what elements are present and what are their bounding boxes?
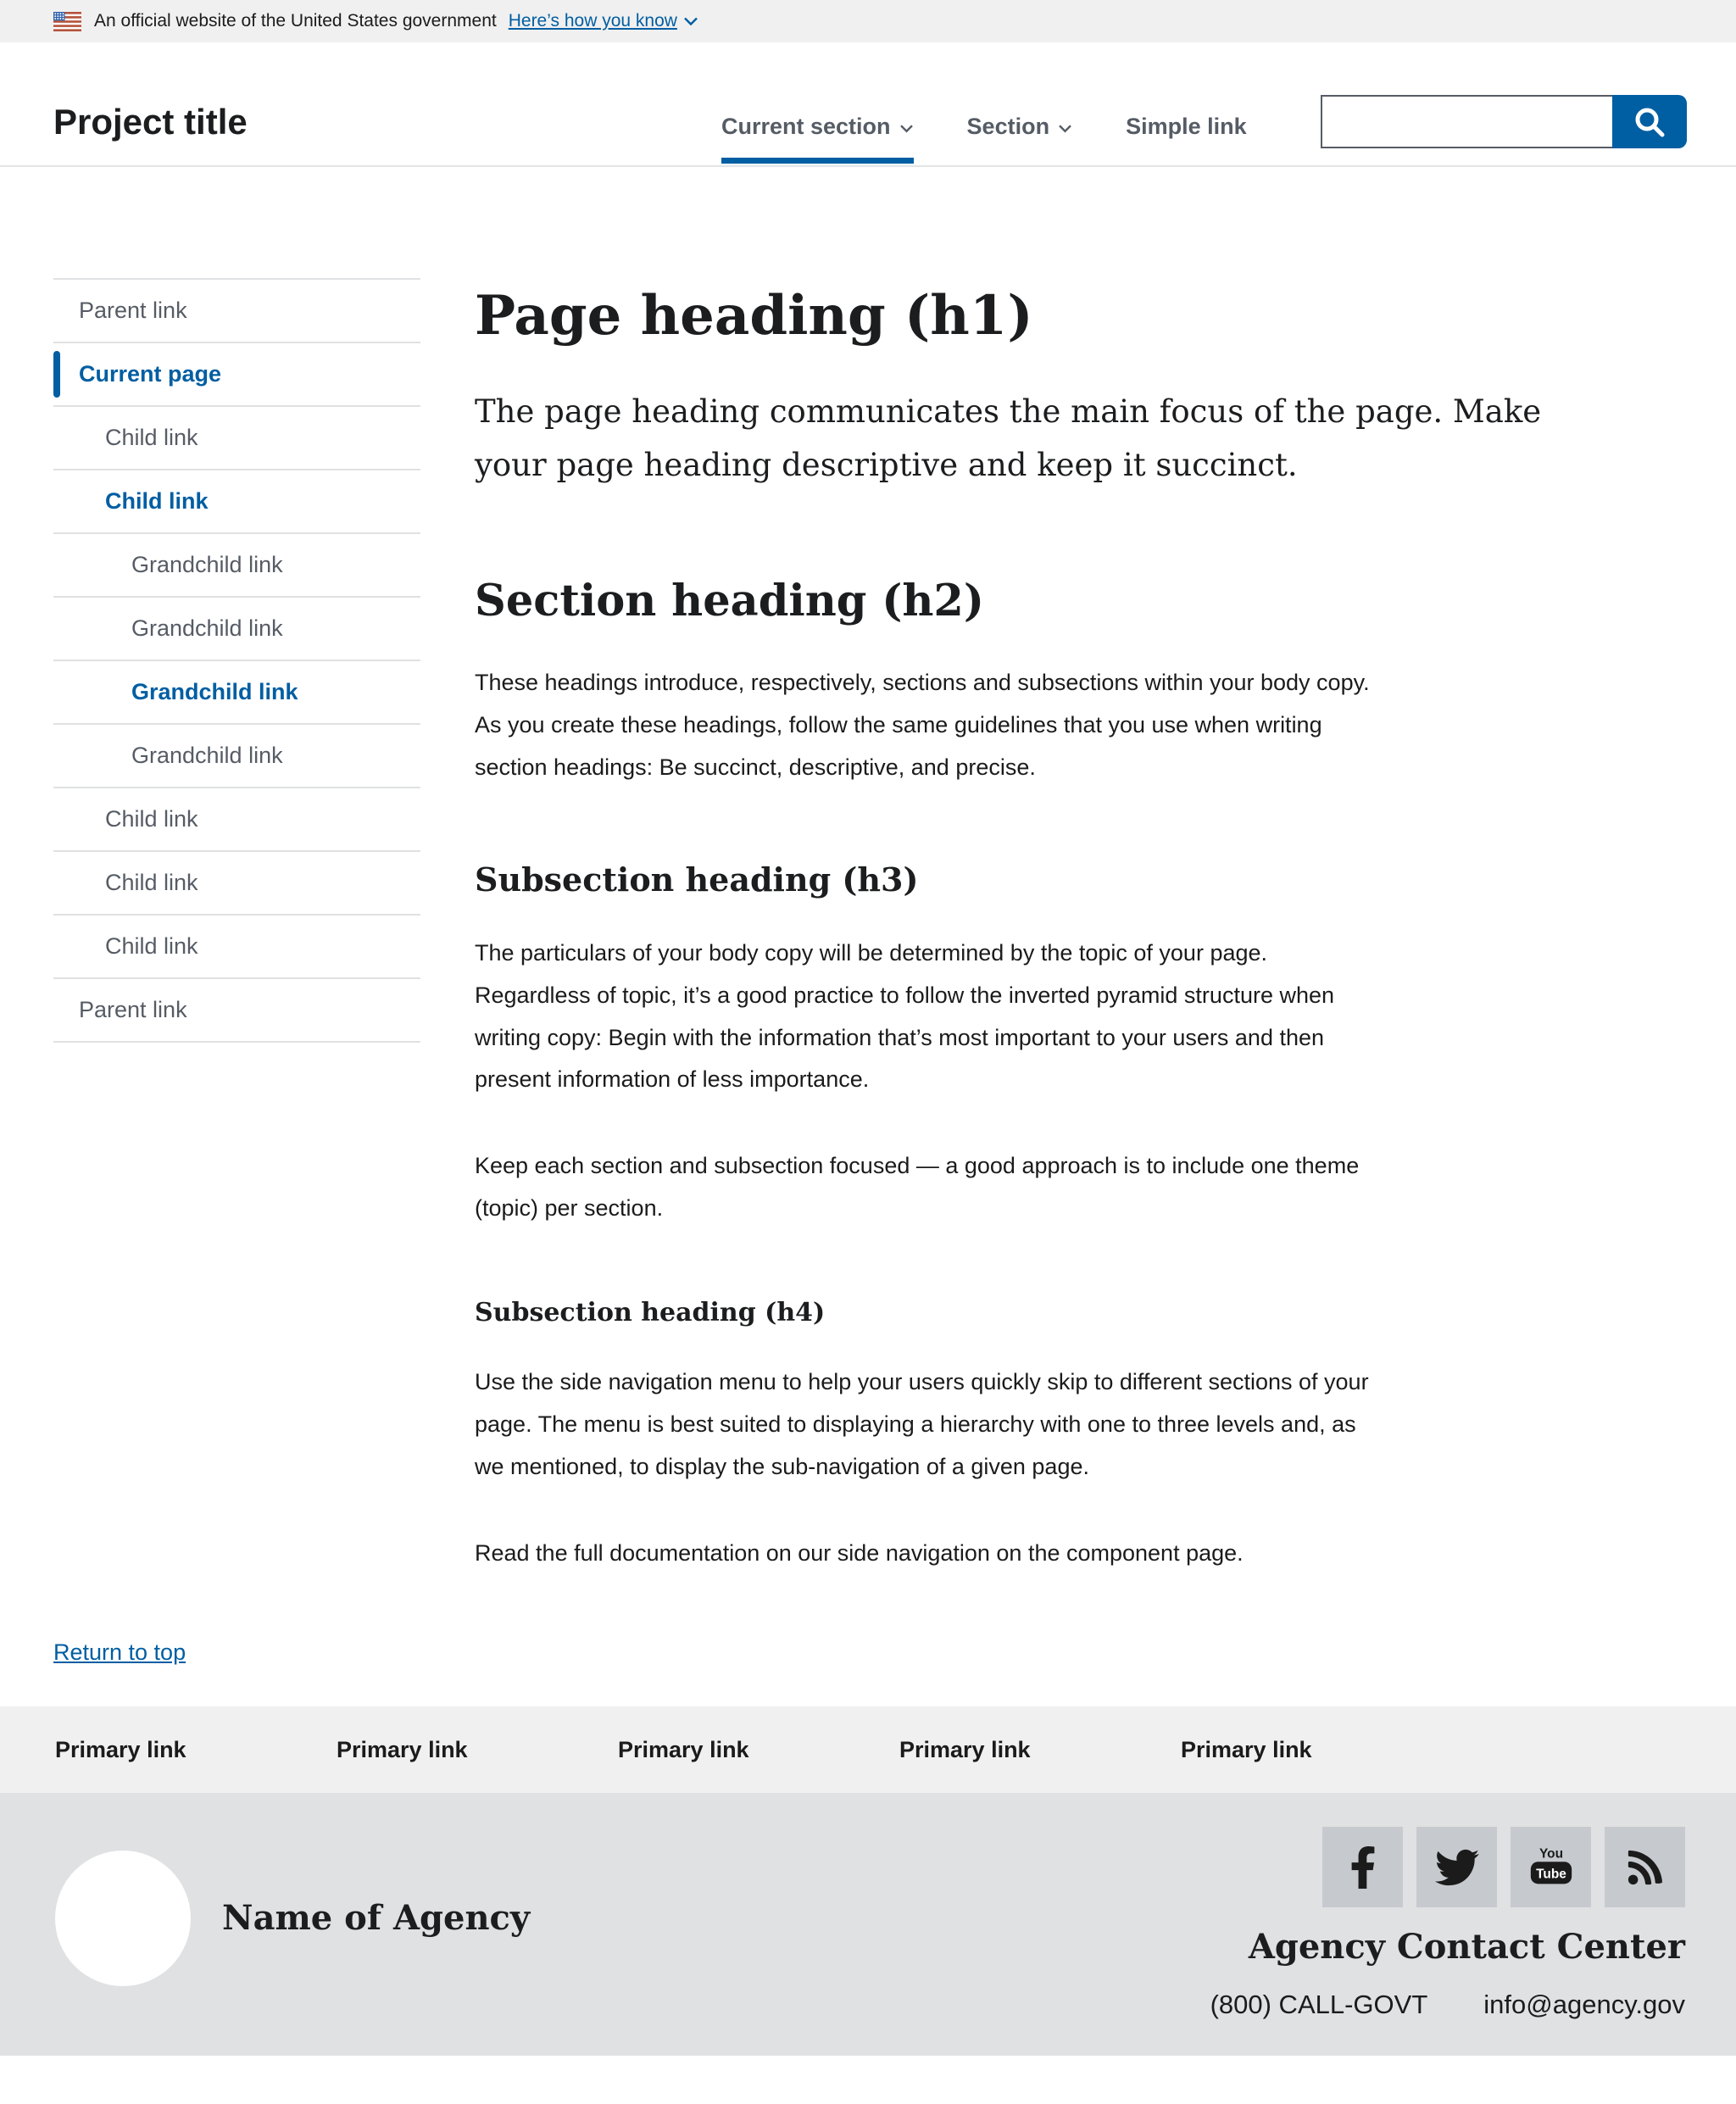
content-area [0, 278, 1736, 1575]
sidenav-child-link[interactable]: Child link [53, 405, 420, 469]
chevron-down-icon [683, 15, 698, 27]
sidenav-child-link[interactable]: Child link [53, 850, 420, 914]
svg-text:Tube: Tube [1535, 1867, 1566, 1882]
sidenav-child-link[interactable]: Child link [53, 787, 420, 850]
svg-text:You: You [1538, 1845, 1563, 1861]
sidenav-child-link-active[interactable]: Child link [53, 469, 420, 532]
sidenav-grandchild-link[interactable]: Grandchild link [53, 596, 420, 660]
side-navigation [53, 278, 420, 1043]
subsection-heading-h4: Subsection heading (h4) [475, 1298, 826, 1328]
site-footer [0, 1706, 1736, 2056]
paragraph: The particulars of your body copy will be determined by the topic of your page. Regardless of topic, it’s a good practice to follow the inverted pyramid structure when writing copy: Begin with the information that’s most important to your users and then present information of less importance. [475, 939, 1335, 1093]
paragraph: Use the side navigation menu to help your users quickly skip to different sections of your page. The menu is best suited to displaying a hierarchy with one to three levels and, as we mentioned, to display the sub-navigation of a given page. [475, 1369, 1369, 1480]
search-icon [1632, 104, 1667, 140]
site-title[interactable]: Project title [53, 102, 248, 142]
chevron-down-icon [1058, 123, 1072, 134]
agency-logo [55, 1851, 191, 1986]
sidenav-current-page[interactable]: Current page [53, 342, 420, 405]
footer-secondary [0, 1793, 1736, 2056]
nav-item-simple-link[interactable]: Simple link [1126, 114, 1247, 139]
paragraph: Read the full documentation on our side navigation on the component page. [475, 1540, 1244, 1567]
footer-primary-link[interactable]: Primary link [55, 1736, 186, 1762]
sidenav-parent-link[interactable]: Parent link [53, 977, 420, 1043]
agency-name: Name of Agency [222, 1898, 531, 1939]
primary-nav [721, 114, 1247, 140]
banner-text: An official website of the United States government [94, 11, 497, 31]
contact-info [1210, 1990, 1685, 2020]
nav-item-current-section[interactable]: Current section [721, 114, 914, 140]
twitter-icon[interactable] [1416, 1827, 1497, 1907]
paragraph: Keep each section and subsection focused — a good approach is to include one theme (topic) per section. [475, 1153, 1360, 1222]
sidenav-grandchild-link-active[interactable]: Grandchild link [53, 660, 420, 723]
banner-how-you-know-link[interactable]: Here’s how you know [509, 11, 698, 31]
contact-email[interactable]: info@agency.gov [1483, 1990, 1685, 2020]
contact-center-heading: Agency Contact Center [1248, 1927, 1685, 1968]
chevron-down-icon [899, 123, 914, 134]
sidenav-child-link[interactable]: Child link [53, 914, 420, 977]
footer-primary-link[interactable]: Primary link [618, 1736, 749, 1762]
return-to-top-link[interactable]: Return to top [53, 1639, 186, 1666]
footer-primary-link[interactable]: Primary link [1181, 1736, 1312, 1762]
facebook-icon[interactable] [1322, 1827, 1403, 1907]
us-flag-icon [53, 12, 81, 31]
paragraph: These headings introduce, respectively, sections and subsections within your body copy. As you create these headings, follow the same guidelines that you use when writing section headings: Be succinct, descriptive, and precise. [475, 669, 1370, 780]
main-content [475, 278, 1683, 1575]
intro-paragraph: The page heading communicates the main focus of the page. Make your page heading descriptive and keep it succinct. [475, 392, 1542, 484]
search-button[interactable] [1612, 95, 1687, 148]
site-header [0, 42, 1736, 167]
search-input[interactable] [1321, 95, 1612, 148]
subsection-heading-h3: Subsection heading (h3) [475, 860, 919, 899]
nav-item-section[interactable]: Section [967, 114, 1073, 140]
sidenav-parent-link[interactable]: Parent link [53, 278, 420, 342]
social-links [1322, 1827, 1685, 1907]
footer-primary-link[interactable]: Primary link [899, 1736, 1031, 1762]
search [1321, 95, 1687, 148]
youtube-icon[interactable] [1511, 1827, 1591, 1907]
rss-icon[interactable] [1605, 1827, 1685, 1907]
sidenav-grandchild-link[interactable]: Grandchild link [53, 723, 420, 787]
gov-banner [0, 0, 1736, 42]
sidenav-grandchild-link[interactable]: Grandchild link [53, 532, 420, 596]
footer-primary-links [0, 1706, 1736, 1793]
return-to-top-wrap [0, 1575, 1736, 1706]
page-heading: Page heading (h1) [475, 284, 1033, 348]
contact-phone[interactable]: (800) CALL-GOVT [1210, 1990, 1428, 2020]
section-heading: Section heading (h2) [475, 575, 985, 626]
footer-primary-link[interactable]: Primary link [337, 1736, 468, 1762]
